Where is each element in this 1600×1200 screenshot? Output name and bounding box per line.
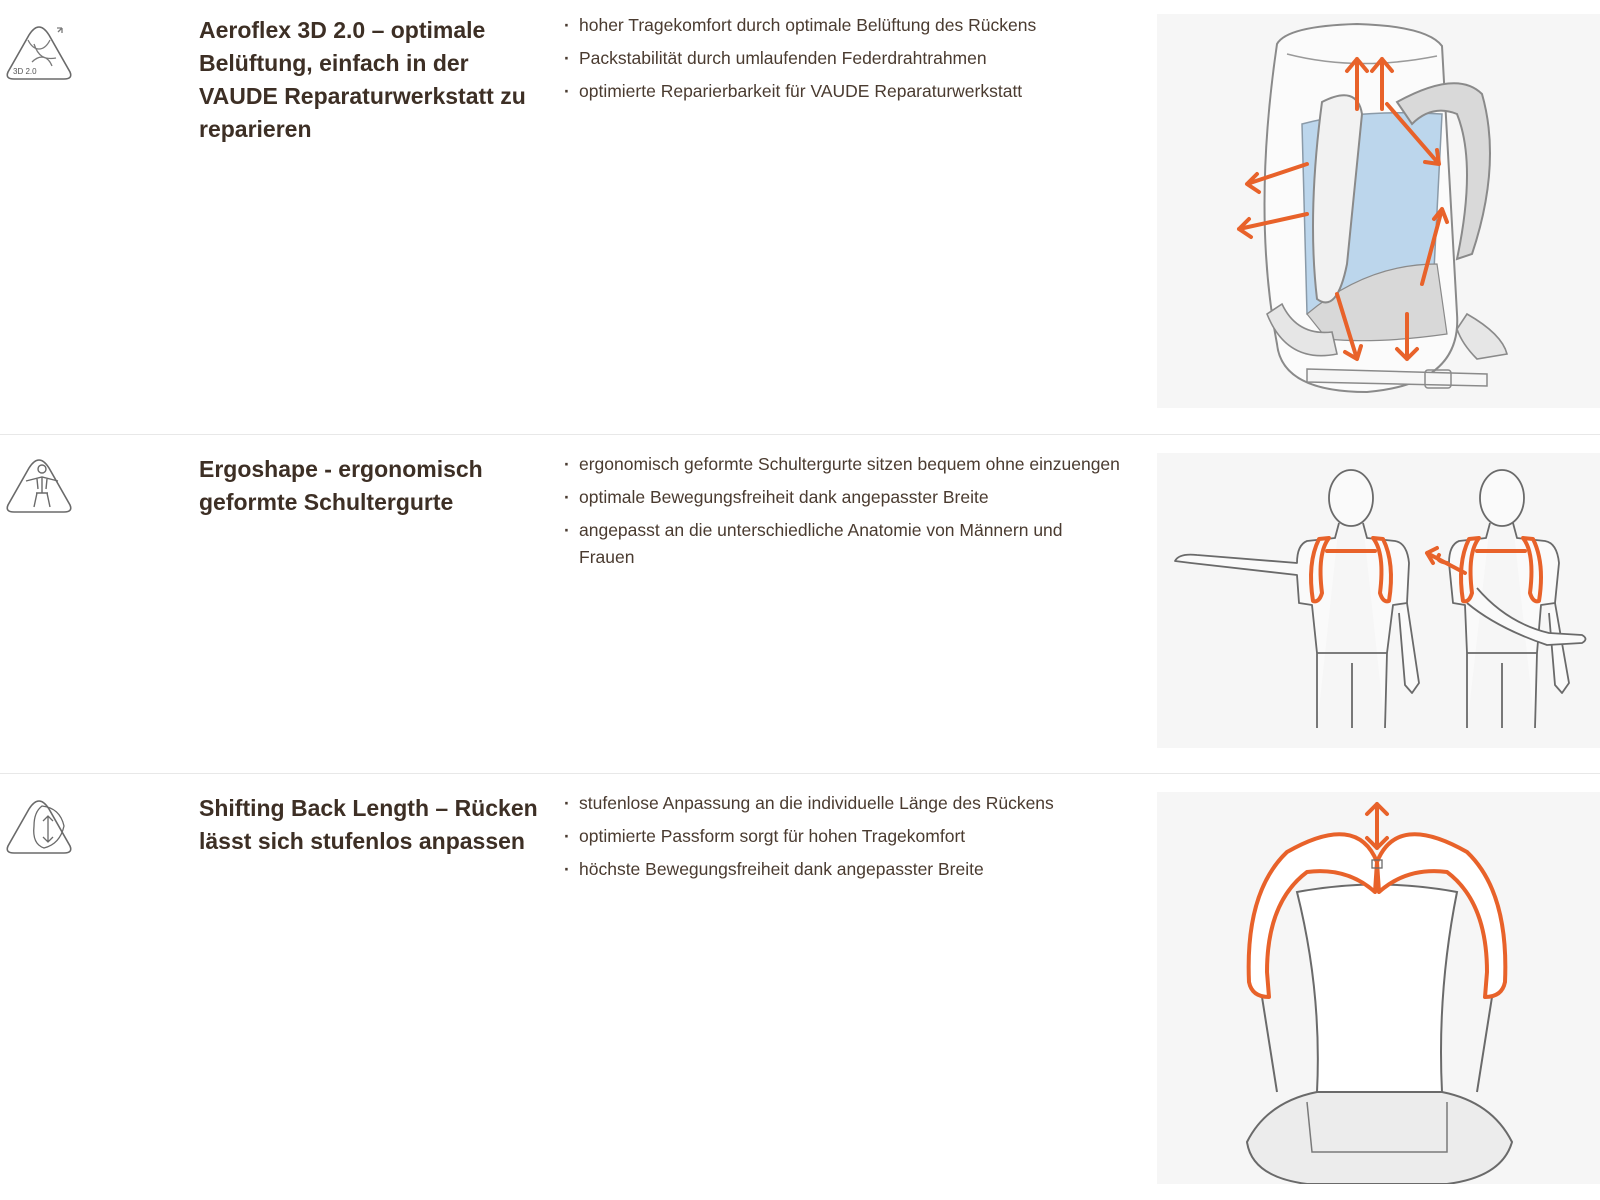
feature-bullets [562, 790, 1122, 889]
feature-bullets [562, 451, 1122, 577]
feature-title: Shifting Back Length – Rücken lässt sich stufenlos anpassen [199, 795, 538, 854]
bullet-item: · optimierte Reparierbarkeit für VAUDE Reparaturwerkstatt [562, 78, 1122, 105]
bullet-item: · angepasst an die unterschiedliche Anatomie von Männern und Frauen [562, 517, 1122, 571]
feature-ergoshape [0, 435, 1600, 773]
bullet-item: · höchste Bewegungsfreiheit dank angepasster Breite [562, 856, 1122, 883]
feature-shifting-back-length [0, 774, 1600, 1200]
backpack-ventilation-illustration [1157, 14, 1600, 408]
bullet-item: · optimale Bewegungsfreiheit dank angepasster Breite [562, 484, 1122, 511]
back-length-illustration [1157, 792, 1600, 1184]
feature-bullets [562, 12, 1122, 111]
aeroflex-3d-icon [4, 22, 74, 86]
feature-title: Ergoshape - ergonomisch geformte Schultergurte [199, 456, 483, 515]
bullet-item: · ergonomisch geformte Schultergurte sitzen bequem ohne einzuengen [562, 451, 1122, 478]
bullet-item: · stufenlose Anpassung an die individuelle Länge des Rückens [562, 790, 1122, 817]
bullet-item: · Packstabilität durch umlaufenden Federdrahtrahmen [562, 45, 1122, 72]
bullet-item: · hoher Tragekomfort durch optimale Belüftung des Rückens [562, 12, 1122, 39]
shifting-back-length-icon [4, 796, 74, 860]
bullet-item: · optimierte Passform sorgt für hohen Tragekomfort [562, 823, 1122, 850]
feature-aeroflex [0, 0, 1600, 434]
feature-title: Aeroflex 3D 2.0 – optimale Belüftung, einfach in der VAUDE Reparaturwerkstatt zu reparieren [199, 17, 526, 142]
svg-text:3D 2.0: 3D 2.0 [13, 67, 37, 76]
ergoshape-icon [4, 455, 74, 519]
shoulder-straps-illustration [1157, 453, 1600, 748]
